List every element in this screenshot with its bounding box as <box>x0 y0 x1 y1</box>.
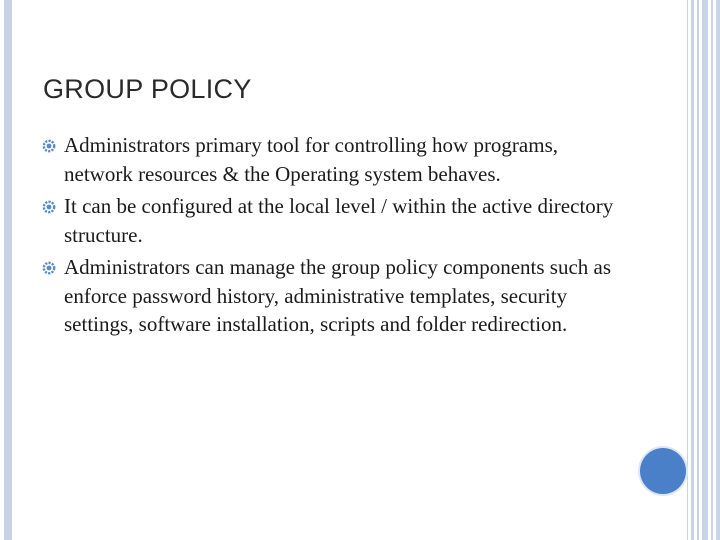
gear-bullet-icon <box>42 139 56 153</box>
right-stripe <box>716 0 720 540</box>
bullet-item <box>42 253 632 339</box>
bullet-text: It can be configured at the local level / within the active directory structure. <box>64 194 614 247</box>
right-stripe <box>697 0 699 540</box>
right-stripe <box>691 0 694 540</box>
gear-bullet-icon <box>42 200 56 214</box>
bullet-list <box>42 131 632 343</box>
decorative-circle <box>640 448 686 494</box>
bullet-item <box>42 131 632 188</box>
gear-bullet-icon <box>42 261 56 275</box>
bullet-item <box>42 192 632 249</box>
slide-title: GROUP POLICY <box>43 74 252 104</box>
right-stripe <box>687 0 688 540</box>
right-stripe <box>711 0 713 540</box>
right-stripe <box>702 0 708 540</box>
bullet-text: Administrators primary tool for controlling how programs, network resources & the Operating system behaves. <box>64 133 559 186</box>
bullet-text: Administrators can manage the group policy components such as enforce password history, administrative templates, security settings, software installation, scripts and folder redirection. <box>64 255 612 336</box>
left-border-band <box>4 0 12 540</box>
